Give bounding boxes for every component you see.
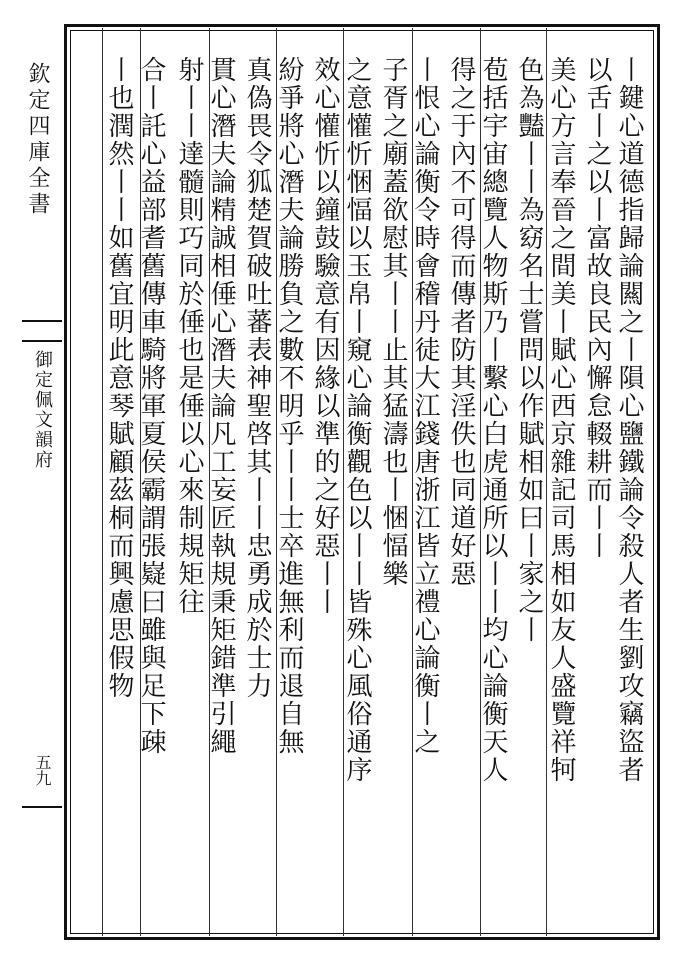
fishtail-mark: [22, 320, 62, 342]
text-column: 苞括宇宙總覽人物斯乃丨繫心白虎通所以丨丨均心論衡天人: [478, 56, 508, 784]
book-title: 欽定四庫全書: [25, 62, 50, 218]
text-column: 貫心潛夫論精誠相倕心潛夫論凡工妄匠執規秉矩錯準引繩: [206, 56, 236, 756]
page-number: 五九: [33, 754, 52, 786]
text-column: 紛爭將心潛夫論勝負之數不明乎丨丨士卒進無利而退自無: [274, 56, 304, 756]
page-number-rule: [22, 806, 62, 808]
text-column: 真偽畏令狐楚賀破吐蕃表神聖啓其丨丨忠勇成於士力: [242, 56, 272, 700]
text-column: 得之于內不可得而傳者防其淫佚也同道好惡: [446, 56, 476, 588]
text-column: 效心懽忻以鐘鼓驗意有因緣以準的之好惡丨丨: [310, 56, 340, 616]
text-column: 以舌丨之以丨富故良民內懈怠輟耕而丨丨: [582, 56, 612, 560]
text-column: 子胥之廟蓋欲慰其丨丨止其猛濤也丨悃愊樂: [378, 56, 408, 588]
book-subtitle: 御定佩文韻府: [32, 350, 53, 470]
text-column: 色為豔丨丨為窈名士嘗問以作賦相如曰丨家之丨: [514, 56, 544, 644]
text-column: 合丨託心益部耆舊傳車騎將軍夏侯霸謂張嶷曰雖與足下疎: [136, 56, 166, 756]
text-column: 之意懽忻悃愊以玉帛丨窺心論衡觀色以丨丨皆殊心風俗通序: [342, 56, 372, 784]
text-column: 美心方言奉晉之間美丨賦心西京雜記司馬相如友人盛覽祥牱: [546, 56, 576, 784]
text-column: 射丨丨達髓則巧同於倕也是倕以心來制規矩往: [174, 56, 204, 616]
text-column: 丨恨心論衡令時會稽丹徒大江錢唐浙江皆立禮心論衡丨之: [410, 56, 440, 756]
page-margin: [6, 24, 64, 940]
text-column: 丨鍵心道德指歸論闗之丨隕心鹽鐵論令殺人者生劉攻竊盜者: [614, 56, 644, 784]
text-column: 丨也潤然丨丨如舊宜明此意琴賦顧茲桐而興慮思假物: [104, 56, 134, 700]
